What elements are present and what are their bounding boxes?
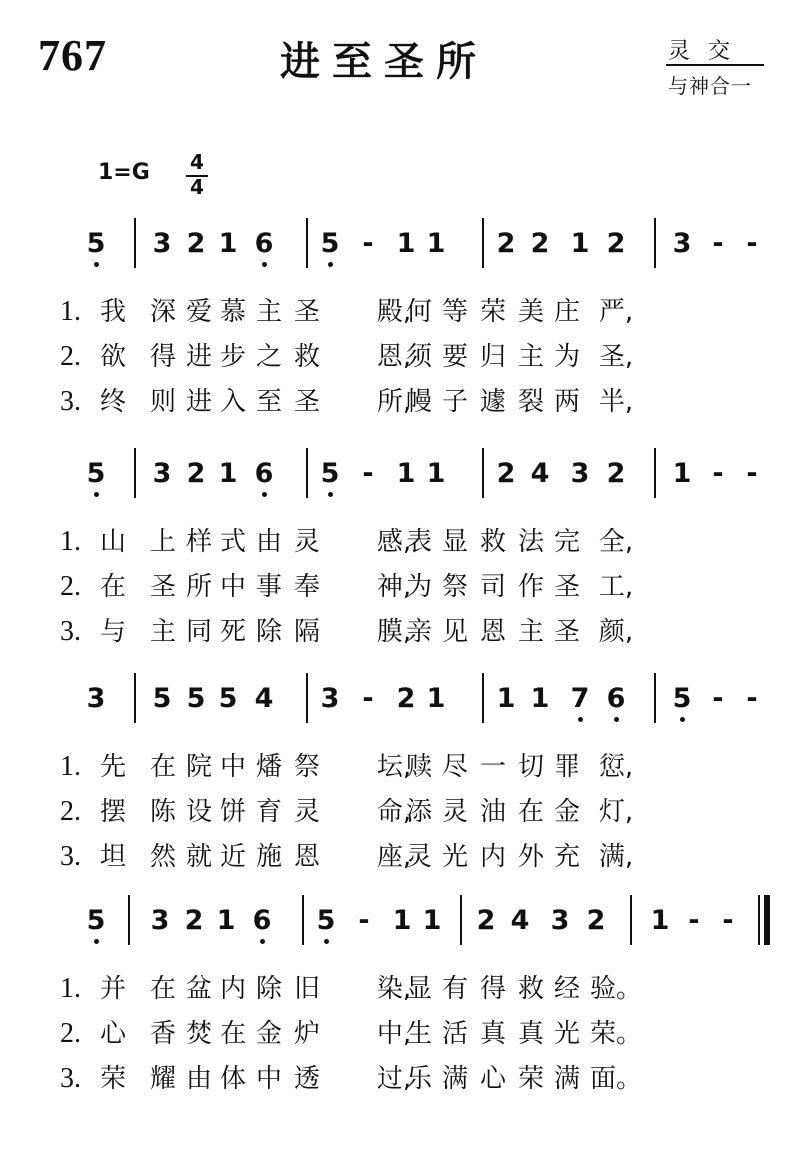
lyric-syllable: 充	[553, 842, 580, 872]
note: 5	[186, 683, 206, 714]
lyric-syllable: 命,	[376, 797, 412, 827]
lyric-syllable: 样	[185, 527, 212, 557]
lyric-row	[60, 1018, 780, 1052]
lyric-syllable: 归	[479, 342, 506, 372]
lyric-syllable: 就	[185, 842, 212, 872]
note: 5	[316, 905, 336, 936]
note: 4	[530, 458, 550, 489]
lyric-syllable: 主	[517, 342, 544, 372]
lyric-syllable: 事	[255, 572, 282, 602]
lyric-syllable: 显	[441, 527, 468, 557]
lyric-syllable: 荣	[479, 297, 506, 327]
lyric-syllable: 然	[149, 842, 176, 872]
lyric-syllable: 真	[479, 1019, 506, 1049]
lyric-syllable: 所	[185, 572, 212, 602]
note: 2	[186, 458, 206, 489]
lyric-syllable: 死	[219, 617, 246, 647]
lyric-syllable: 幔	[405, 387, 432, 417]
lyric-syllable: 除	[255, 617, 282, 647]
note: 7	[570, 683, 590, 714]
lyric-syllable: 经	[553, 974, 580, 1004]
note: 3	[550, 905, 570, 936]
note: 1	[426, 683, 446, 714]
hymn-title: 进至圣所	[280, 39, 488, 85]
barline	[654, 448, 656, 498]
lower-octave-dot	[94, 262, 99, 267]
note: 1	[570, 228, 590, 259]
note: 5	[86, 458, 106, 489]
hymn-author: 灵交	[668, 39, 749, 64]
hymn-number: 767	[38, 31, 107, 80]
lyric-syllable: 主	[517, 617, 544, 647]
lyric-syllable: 须	[405, 342, 432, 372]
lyric-row	[60, 796, 780, 830]
lyric-syllable: 奉	[293, 572, 320, 602]
lyric-row	[60, 526, 780, 560]
verse-number: 3.	[60, 616, 81, 647]
lyric-syllable: 为	[405, 572, 432, 602]
lyric-syllable: 圣	[553, 617, 580, 647]
lyric-syllable: 主	[255, 297, 282, 327]
lyric-syllable: 育	[255, 797, 282, 827]
lyric-syllable: 恩	[293, 842, 320, 872]
lyric-syllable: 坛,	[376, 752, 412, 782]
note: 1	[396, 228, 416, 259]
lyric-syllable: 由	[255, 527, 282, 557]
lyric-syllable: 金	[553, 797, 580, 827]
note-extension: -	[712, 683, 724, 714]
note: 1	[218, 458, 238, 489]
lyric-syllable: 活	[441, 1019, 468, 1049]
note: 1	[426, 458, 446, 489]
lower-octave-dot	[324, 939, 329, 944]
verse-number: 2.	[60, 796, 81, 827]
barline	[306, 218, 308, 268]
lyric-syllable: 遽	[479, 387, 506, 417]
barline	[128, 895, 130, 945]
note: 5	[320, 458, 340, 489]
barline	[482, 448, 484, 498]
final-barline-thin	[758, 895, 760, 945]
lyric-syllable: 得	[149, 342, 176, 372]
lyric-syllable: 验。	[590, 974, 643, 1004]
barline	[134, 673, 136, 723]
lyric-syllable: 所,	[376, 387, 412, 417]
time-signature-top: 4	[190, 150, 204, 174]
note: 6	[606, 683, 626, 714]
note: 3	[672, 228, 692, 259]
barline	[482, 218, 484, 268]
barline	[134, 448, 136, 498]
lower-octave-dot	[94, 492, 99, 497]
lower-octave-dot	[262, 492, 267, 497]
lyric-syllable: 座,	[376, 842, 412, 872]
note: 5	[86, 905, 106, 936]
lyric-syllable: 切	[517, 752, 544, 782]
verse-number: 3.	[60, 1063, 81, 1094]
lyric-syllable: 见	[441, 617, 468, 647]
lyric-row	[60, 571, 780, 605]
lyric-syllable: 满	[441, 1064, 468, 1094]
lyric-syllable: 与	[99, 617, 126, 647]
lyric-syllable: 神,	[376, 572, 412, 602]
barline	[306, 448, 308, 498]
lyric-syllable: 中	[255, 1064, 282, 1094]
note-extension: -	[362, 683, 374, 714]
lyric-syllable: 透	[293, 1064, 320, 1094]
lyric-syllable: 欲	[99, 342, 126, 372]
lyric-syllable: 进	[185, 342, 212, 372]
note: 6	[254, 228, 274, 259]
music-line	[0, 228, 800, 276]
lyric-syllable: 灵	[293, 527, 320, 557]
note: 3	[570, 458, 590, 489]
lyric-row	[60, 1063, 780, 1097]
verse-number: 1.	[60, 296, 81, 327]
lyric-syllable: 庄	[553, 297, 580, 327]
lyric-syllable: 子	[441, 387, 468, 417]
lyric-syllable: 进	[185, 387, 212, 417]
lyric-syllable: 等	[441, 297, 468, 327]
note: 2	[606, 228, 626, 259]
lyric-syllable: 生	[405, 1019, 432, 1049]
note-extension: -	[362, 228, 374, 259]
lyric-syllable: 在	[517, 797, 544, 827]
note: 1	[672, 458, 692, 489]
verse-number: 3.	[60, 386, 81, 417]
lyric-syllable: 心	[479, 1064, 506, 1094]
lyric-syllable: 愆,	[598, 752, 634, 782]
lyric-syllable: 显	[405, 974, 432, 1004]
lyric-syllable: 满,	[598, 842, 634, 872]
verse-number: 2.	[60, 341, 81, 372]
lyric-syllable: 罪	[553, 752, 580, 782]
lyric-syllable: 圣	[553, 572, 580, 602]
note: 3	[152, 458, 172, 489]
lyric-row	[60, 386, 780, 420]
lyric-syllable: 表	[405, 527, 432, 557]
barline	[134, 218, 136, 268]
note-extension: -	[712, 228, 724, 259]
lower-octave-dot	[328, 492, 333, 497]
lyric-syllable: 光	[553, 1019, 580, 1049]
lyric-syllable: 院	[185, 752, 212, 782]
final-barline-thick	[764, 895, 770, 945]
lyric-syllable: 先	[99, 752, 126, 782]
lyric-syllable: 完	[553, 527, 580, 557]
lyric-syllable: 在	[149, 974, 176, 1004]
note: 1	[218, 228, 238, 259]
lyric-syllable: 在	[219, 1019, 246, 1049]
verse-number: 1.	[60, 526, 81, 557]
lyric-syllable: 内	[479, 842, 506, 872]
lyric-syllable: 添	[405, 797, 432, 827]
note-extension: -	[722, 905, 734, 936]
lyric-syllable: 荣	[517, 1064, 544, 1094]
lyric-syllable: 爱	[185, 297, 212, 327]
lyric-syllable: 则	[149, 387, 176, 417]
music-line	[0, 458, 800, 506]
lyric-syllable: 恩,	[376, 342, 412, 372]
lower-octave-dot	[614, 717, 619, 722]
note: 1	[396, 458, 416, 489]
note: 5	[672, 683, 692, 714]
lyric-syllable: 灵	[405, 842, 432, 872]
lyric-syllable: 除	[255, 974, 282, 1004]
lyric-syllable: 灯,	[598, 797, 634, 827]
lyric-syllable: 设	[185, 797, 212, 827]
lyric-syllable: 主	[149, 617, 176, 647]
lyric-syllable: 中,	[376, 1019, 412, 1049]
lyric-syllable: 圣	[149, 572, 176, 602]
key-signature: 1=G	[98, 160, 150, 185]
note: 3	[150, 905, 170, 936]
note: 2	[184, 905, 204, 936]
lyric-syllable: 由	[185, 1064, 212, 1094]
hymn-category: 与神合一	[668, 74, 752, 98]
lyric-syllable: 陈	[149, 797, 176, 827]
note: 3	[320, 683, 340, 714]
note: 1	[426, 228, 446, 259]
verse-number: 2.	[60, 1018, 81, 1049]
lower-octave-dot	[328, 262, 333, 267]
verse-number: 1.	[60, 973, 81, 1004]
lyric-syllable: 旧	[293, 974, 320, 1004]
lyric-syllable: 心	[99, 1019, 126, 1049]
note: 1	[392, 905, 412, 936]
lyric-syllable: 体	[219, 1064, 246, 1094]
note-extension: -	[746, 228, 758, 259]
lyric-syllable: 同	[185, 617, 212, 647]
verse-number: 2.	[60, 571, 81, 602]
lyric-syllable: 圣	[293, 387, 320, 417]
lyric-syllable: 并	[99, 974, 126, 1004]
lyric-syllable: 颜,	[598, 617, 634, 647]
note-extension: -	[688, 905, 700, 936]
lyric-syllable: 全,	[598, 527, 634, 557]
lyric-syllable: 荣	[99, 1064, 126, 1094]
note: 5	[320, 228, 340, 259]
author-underline	[666, 64, 764, 66]
lyric-syllable: 救	[479, 527, 506, 557]
lyric-syllable: 耀	[149, 1064, 176, 1094]
note: 1	[496, 683, 516, 714]
lyric-syllable: 燔	[255, 752, 282, 782]
barline	[302, 895, 304, 945]
note: 1	[216, 905, 236, 936]
lyric-syllable: 灵	[441, 797, 468, 827]
lyric-syllable: 式	[219, 527, 246, 557]
lyric-syllable: 步	[219, 342, 246, 372]
lyric-syllable: 上	[149, 527, 176, 557]
lower-octave-dot	[94, 939, 99, 944]
lyric-syllable: 严,	[598, 297, 634, 327]
music-line	[0, 905, 800, 953]
lyric-syllable: 司	[479, 572, 506, 602]
lyric-syllable: 中	[219, 752, 246, 782]
note: 1	[530, 683, 550, 714]
note: 2	[530, 228, 550, 259]
lyric-syllable: 摆	[99, 797, 126, 827]
barline	[630, 895, 632, 945]
lyric-syllable: 至	[255, 387, 282, 417]
note: 2	[396, 683, 416, 714]
lyric-syllable: 膜,	[376, 617, 412, 647]
note: 4	[510, 905, 530, 936]
note-extension: -	[362, 458, 374, 489]
lyric-syllable: 终	[99, 387, 126, 417]
lower-octave-dot	[578, 717, 583, 722]
lyric-syllable: 慕	[219, 297, 246, 327]
note: 3	[86, 683, 106, 714]
lyric-syllable: 入	[219, 387, 246, 417]
lyric-syllable: 油	[479, 797, 506, 827]
lyric-syllable: 香	[149, 1019, 176, 1049]
lyric-syllable: 深	[149, 297, 176, 327]
lyric-syllable: 何	[405, 297, 432, 327]
note: 2	[476, 905, 496, 936]
lyric-syllable: 内	[219, 974, 246, 1004]
lyric-syllable: 裂	[517, 387, 544, 417]
note-extension: -	[746, 683, 758, 714]
lyric-syllable: 亲	[405, 617, 432, 647]
lyric-syllable: 恩	[479, 617, 506, 647]
note: 5	[218, 683, 238, 714]
music-line	[0, 683, 800, 731]
lyric-syllable: 施	[255, 842, 282, 872]
lyric-syllable: 两	[553, 387, 580, 417]
note: 6	[254, 458, 274, 489]
lower-octave-dot	[260, 939, 265, 944]
note: 2	[496, 458, 516, 489]
note-extension: -	[712, 458, 724, 489]
note: 1	[422, 905, 442, 936]
note: 2	[186, 228, 206, 259]
lyric-syllable: 面。	[590, 1064, 643, 1094]
lyric-syllable: 圣	[293, 297, 320, 327]
lyric-syllable: 荣。	[590, 1019, 643, 1049]
lyric-syllable: 山	[99, 527, 126, 557]
lyric-syllable: 外	[517, 842, 544, 872]
lyric-syllable: 美	[517, 297, 544, 327]
lyric-syllable: 圣,	[598, 342, 634, 372]
lyric-row	[60, 751, 780, 785]
lyric-syllable: 尽	[441, 752, 468, 782]
lyric-row	[60, 296, 780, 330]
lyric-syllable: 得	[479, 974, 506, 1004]
lyric-syllable: 赎	[405, 752, 432, 782]
lyric-row	[60, 616, 780, 650]
barline	[460, 895, 462, 945]
lyric-syllable: 半,	[598, 387, 634, 417]
lyric-syllable: 救	[517, 974, 544, 1004]
lyric-row	[60, 341, 780, 375]
lyric-syllable: 光	[441, 842, 468, 872]
lyric-syllable: 金	[255, 1019, 282, 1049]
note-extension: -	[358, 905, 370, 936]
lyric-syllable: 要	[441, 342, 468, 372]
note: 2	[586, 905, 606, 936]
lyric-row	[60, 841, 780, 875]
note: 6	[252, 905, 272, 936]
note-extension: -	[746, 458, 758, 489]
lyric-syllable: 真	[517, 1019, 544, 1049]
barline	[654, 218, 656, 268]
lyric-syllable: 饼	[219, 797, 246, 827]
lower-octave-dot	[680, 717, 685, 722]
lyric-syllable: 焚	[185, 1019, 212, 1049]
lyric-syllable: 近	[219, 842, 246, 872]
lyric-syllable: 救	[293, 342, 320, 372]
lyric-syllable: 为	[553, 342, 580, 372]
lyric-syllable: 我	[99, 297, 126, 327]
note: 2	[496, 228, 516, 259]
lyric-syllable: 过,	[376, 1064, 412, 1094]
lyric-syllable: 隔	[293, 617, 320, 647]
lyric-syllable: 炉	[293, 1019, 320, 1049]
verse-number: 3.	[60, 841, 81, 872]
lyric-syllable: 染,	[376, 974, 412, 1004]
note: 4	[254, 683, 274, 714]
note: 5	[152, 683, 172, 714]
note: 3	[152, 228, 172, 259]
barline	[306, 673, 308, 723]
lyric-syllable: 在	[99, 572, 126, 602]
lyric-syllable: 有	[441, 974, 468, 1004]
lyric-syllable: 满	[553, 1064, 580, 1094]
lyric-syllable: 感,	[376, 527, 412, 557]
lyric-syllable: 作	[517, 572, 544, 602]
time-signature-bottom: 4	[190, 175, 204, 199]
lyric-syllable: 灵	[293, 797, 320, 827]
lyric-syllable: 法	[517, 527, 544, 557]
lyric-syllable: 盆	[185, 974, 212, 1004]
lyric-syllable: 之	[255, 342, 282, 372]
note: 2	[606, 458, 626, 489]
note: 1	[650, 905, 670, 936]
verse-number: 1.	[60, 751, 81, 782]
lyric-syllable: 祭	[293, 752, 320, 782]
lyric-syllable: 中	[219, 572, 246, 602]
lyric-syllable: 在	[149, 752, 176, 782]
lyric-row	[60, 973, 780, 1007]
lyric-syllable: 殿,	[376, 297, 412, 327]
lyric-syllable: 祭	[441, 572, 468, 602]
note: 5	[86, 228, 106, 259]
lower-octave-dot	[262, 262, 267, 267]
barline	[654, 673, 656, 723]
lyric-syllable: 坦	[99, 842, 126, 872]
barline	[482, 673, 484, 723]
lyric-syllable: 一	[479, 752, 506, 782]
lyric-syllable: 乐	[405, 1064, 432, 1094]
lyric-syllable: 工,	[598, 572, 634, 602]
